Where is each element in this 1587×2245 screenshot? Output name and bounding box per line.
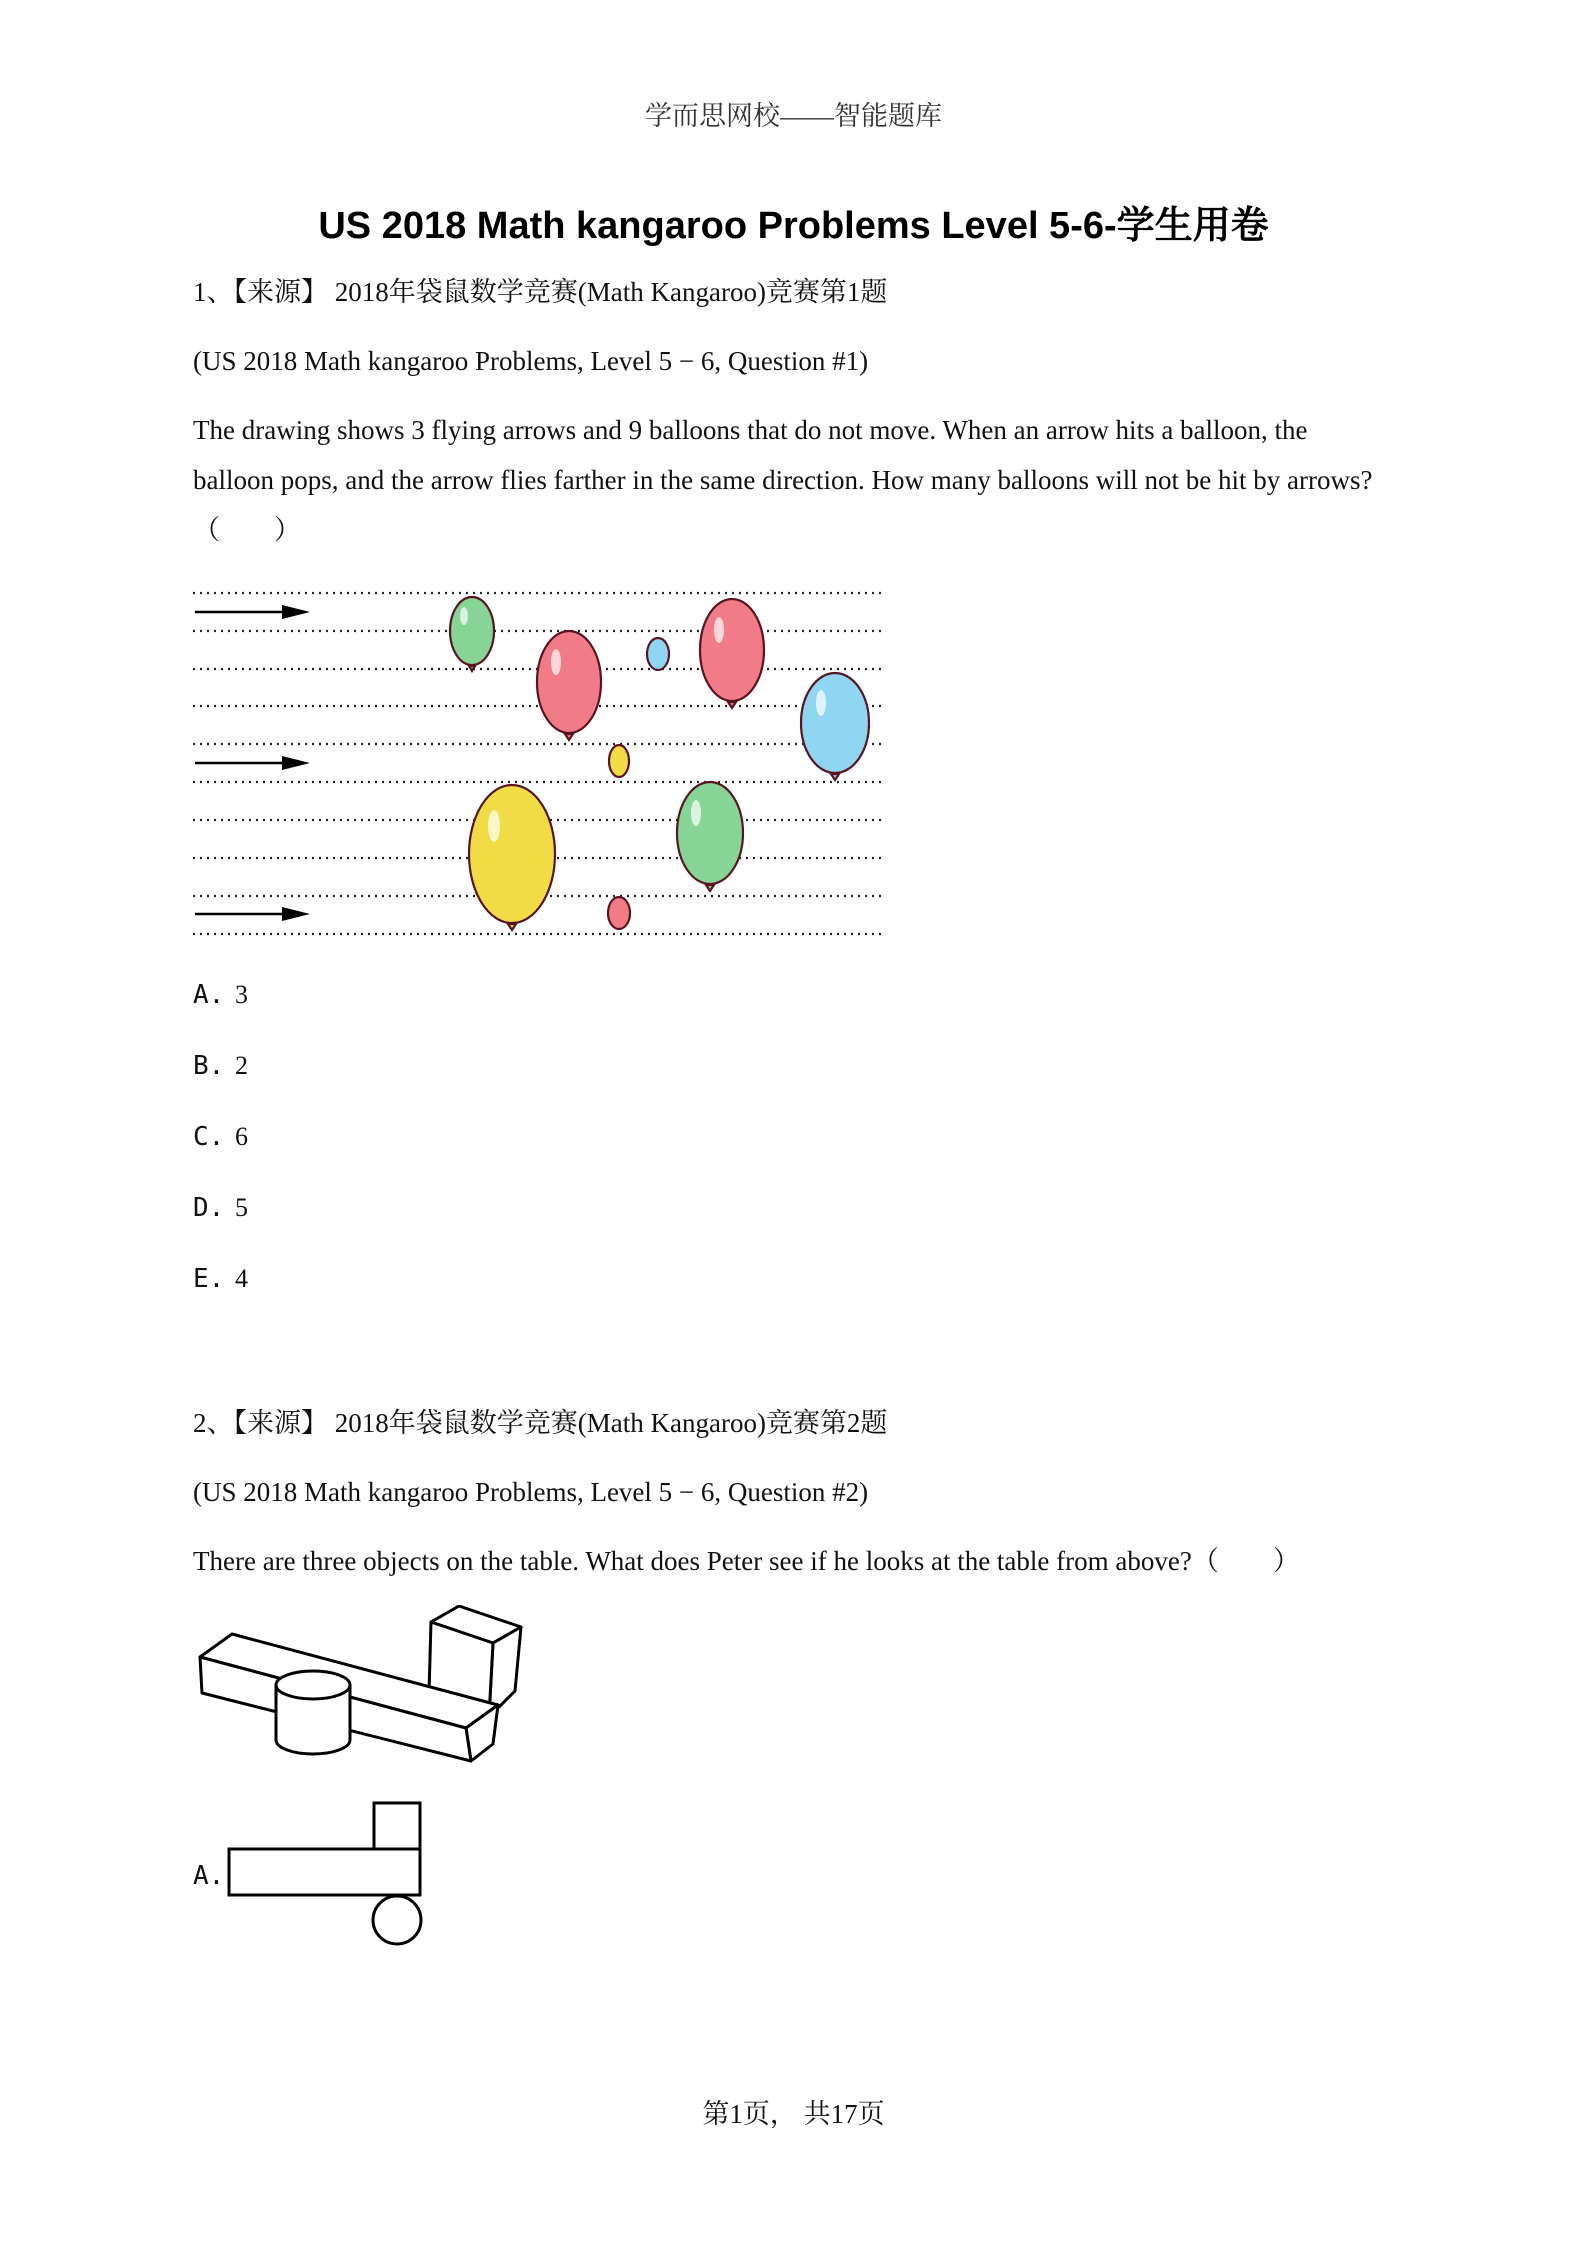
balloons-arrows-figure: [193, 586, 893, 941]
bar-top-view: [229, 1849, 420, 1895]
option-letter: E.: [193, 1264, 225, 1294]
question-1-text: The drawing shows 3 flying arrows and 9 balloons that do not move. When an arrow hits a balloon, the balloon pops, and the arrow flies farther in the same direction. How many balloons will not be hit by arrows?（ ）: [193, 415, 1373, 545]
cube-top-view: [374, 1803, 420, 1849]
question-1-option-e[interactable]: [193, 1259, 248, 1299]
arrow-1: [195, 605, 310, 619]
option-value: 3: [235, 980, 248, 1009]
balloon-green-large: [677, 782, 743, 891]
option-value: 4: [235, 1264, 248, 1293]
balloon-blue-large: [801, 673, 869, 780]
page-header: 学而思网校——智能题库: [645, 101, 942, 131]
option-letter: D.: [193, 1193, 225, 1223]
balloon-red-2: [700, 599, 764, 708]
question-1-reference: (US 2018 Math kangaroo Problems, Level 5 − 6, Question #1): [193, 346, 869, 376]
arrow-3: [195, 907, 310, 921]
table-objects-figure: [193, 1605, 533, 1780]
question-1-source: 1、【来源】 2018年袋鼠数学竞赛(Math Kangaroo)竞赛第1题: [193, 277, 888, 307]
option-letter: A.: [193, 1861, 225, 1891]
arrows: [195, 605, 310, 921]
option-a-top-view-figure: [220, 1800, 430, 1950]
question-2-source: 2、【来源】 2018年袋鼠数学竞赛(Math Kangaroo)竞赛第2题: [193, 1408, 888, 1438]
balloon-red-small: [608, 897, 630, 929]
option-value: 2: [235, 1051, 248, 1080]
question-1-option-a[interactable]: [193, 975, 248, 1015]
page-footer: 第1页， 共17页: [702, 2099, 885, 2129]
option-value: 5: [235, 1193, 248, 1222]
balloon-green-small: [450, 597, 494, 671]
arrow-2: [195, 756, 310, 770]
document-title: US 2018 Math kangaroo Problems Level 5-6-学生用卷: [318, 205, 1269, 247]
option-value: 6: [235, 1122, 248, 1151]
question-1-option-c[interactable]: [193, 1117, 248, 1157]
question-1-option-b[interactable]: [193, 1046, 248, 1086]
balloon-red-1: [537, 631, 601, 740]
question-2-reference: (US 2018 Math kangaroo Problems, Level 5 − 6, Question #2): [193, 1477, 869, 1507]
question-1-option-d[interactable]: [193, 1188, 248, 1228]
balloon-yellow-large: [469, 785, 555, 930]
option-letter: A.: [193, 980, 225, 1010]
cylinder-top-view: [373, 1896, 421, 1944]
option-letter: C.: [193, 1122, 225, 1152]
cylinder: [276, 1671, 350, 1754]
question-2-text: There are three objects on the table. What does Peter see if he looks at the table from above?（ ）: [193, 1546, 1300, 1576]
balloon-blue-small: [647, 638, 669, 670]
option-letter: B.: [193, 1051, 225, 1081]
balloon-yellow-small: [609, 745, 629, 777]
